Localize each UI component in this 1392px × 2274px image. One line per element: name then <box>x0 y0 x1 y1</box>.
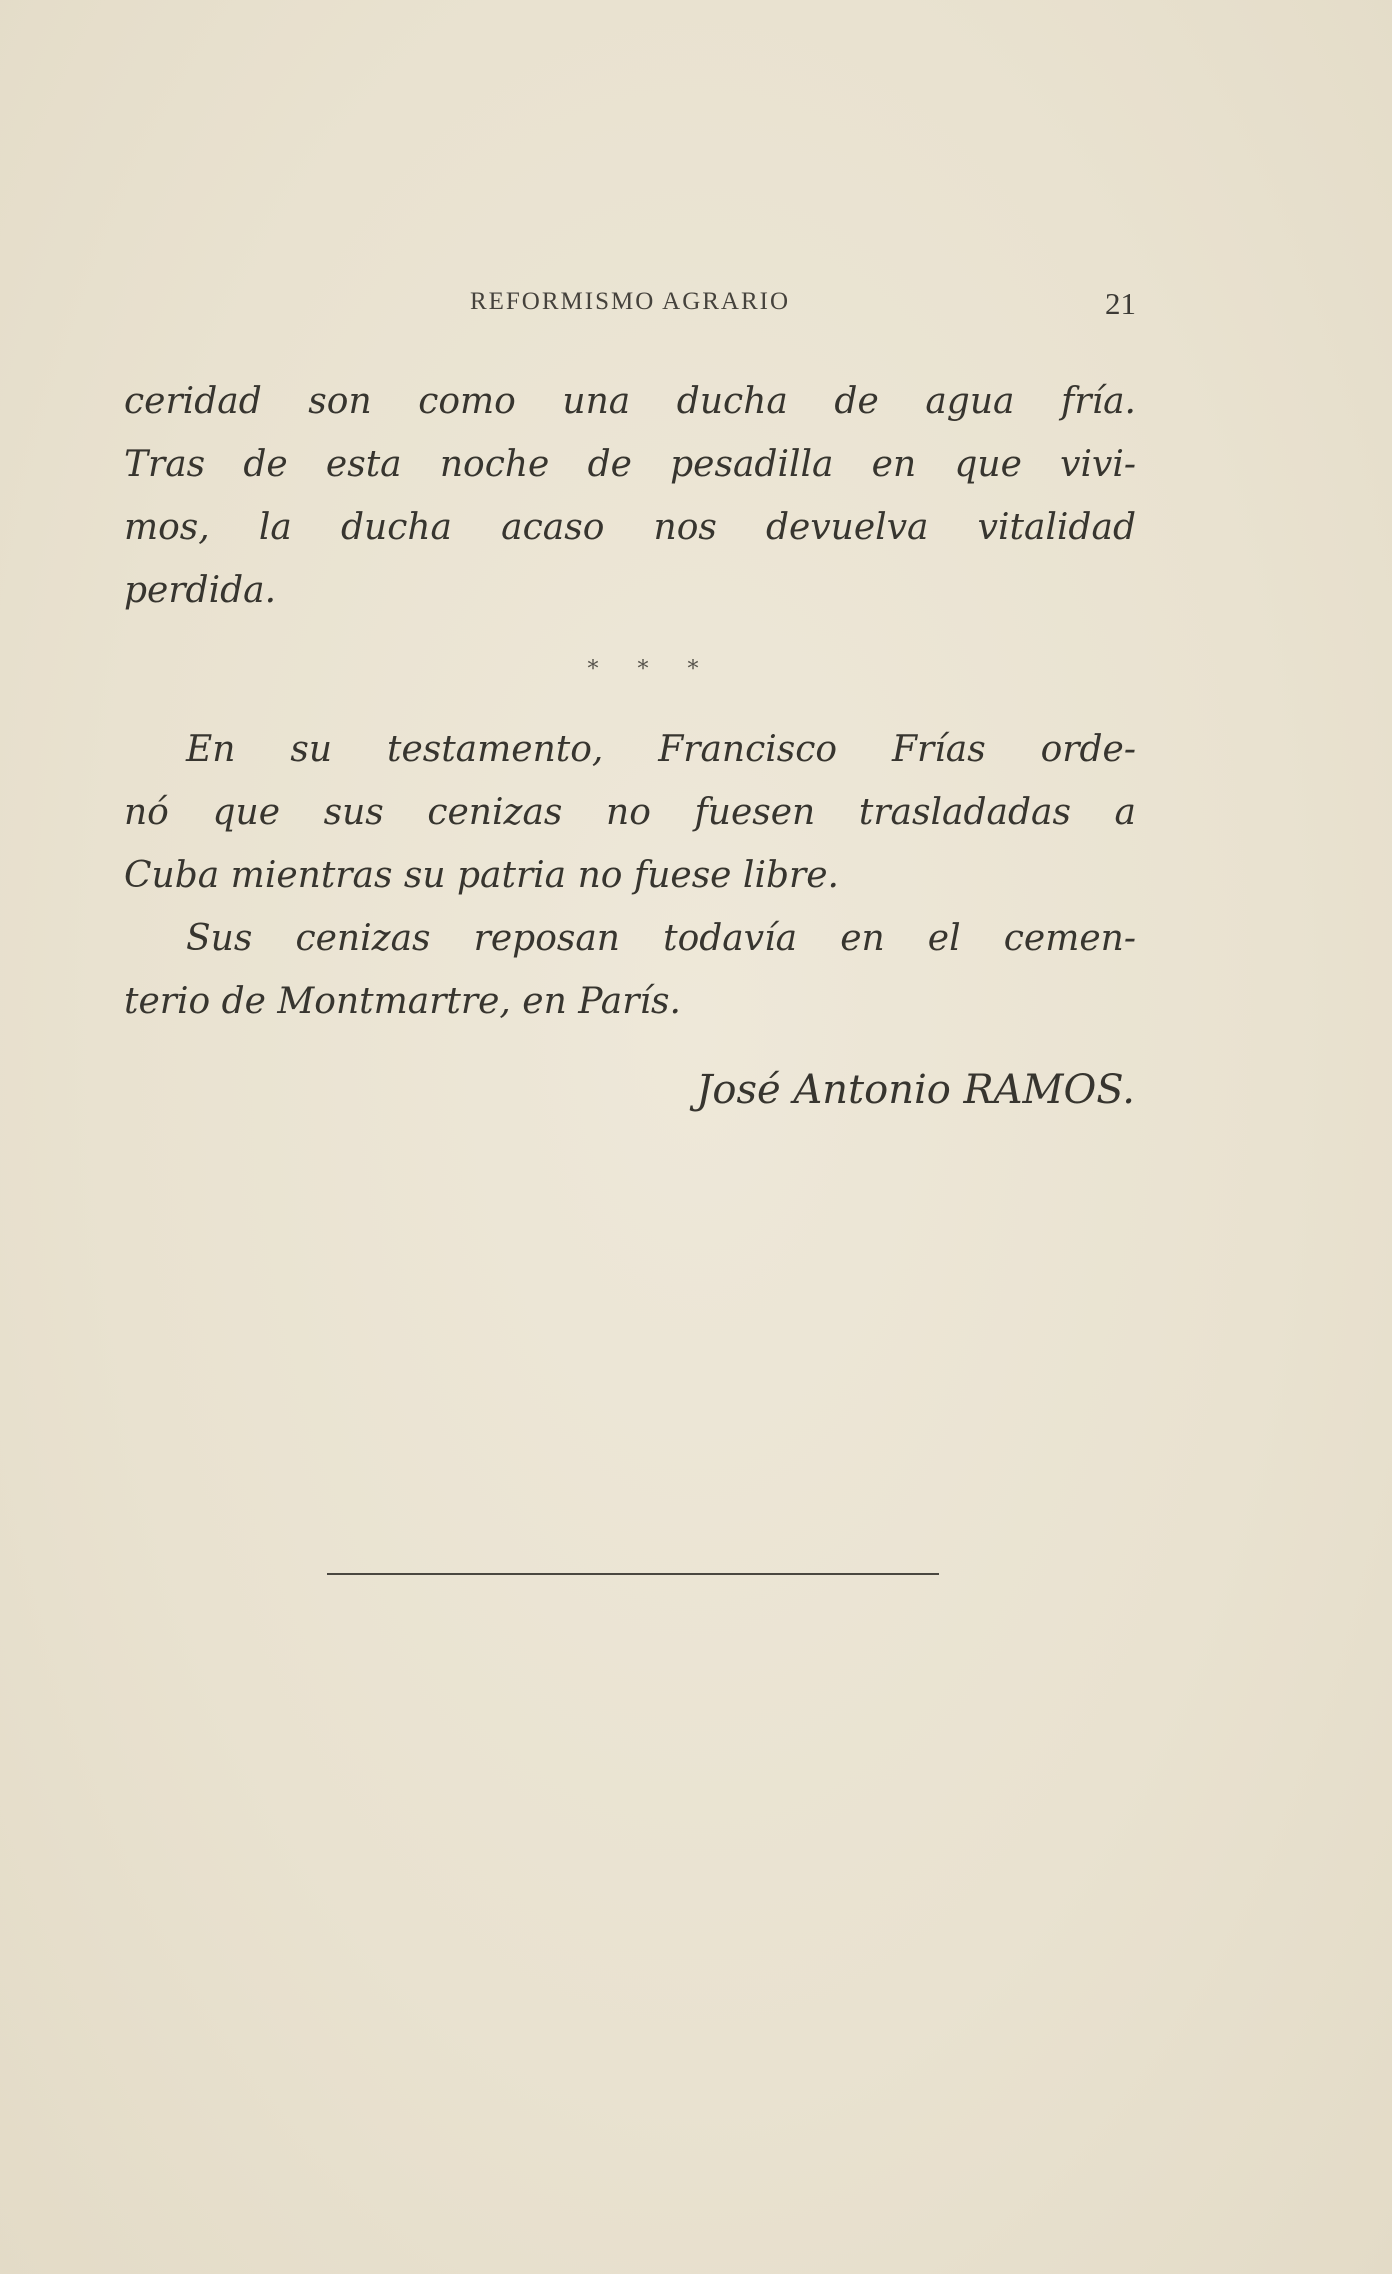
text-line: En su testamento, Francisco Frías orde- <box>186 729 1136 770</box>
closing-rule <box>327 1573 939 1575</box>
text-line: Sus cenizas reposan todavía en el cemen- <box>186 918 1136 959</box>
text-line: Cuba mientras su patria no fuese libre. <box>124 855 839 896</box>
text-line: ceridad son como una ducha de agua fría. <box>124 381 1136 422</box>
page-number: 21 <box>1105 286 1136 321</box>
text-line: mos, la ducha acaso nos devuelva vitalidad <box>124 507 1136 548</box>
body-text <box>124 370 1136 1129</box>
section-separator: * * * <box>587 657 715 682</box>
text-line: Tras de esta noche de pesadilla en que vivi- <box>124 444 1136 485</box>
text-line: perdida. <box>124 570 277 611</box>
running-head <box>124 288 1136 328</box>
author-signature: José Antonio RAMOS. <box>696 1067 1135 1113</box>
text-line: nó que sus cenizas no fuesen trasladadas a <box>124 792 1136 833</box>
text-line: terio de Montmartre, en París. <box>124 981 681 1022</box>
running-title: REFORMISMO AGRARIO <box>469 288 791 315</box>
